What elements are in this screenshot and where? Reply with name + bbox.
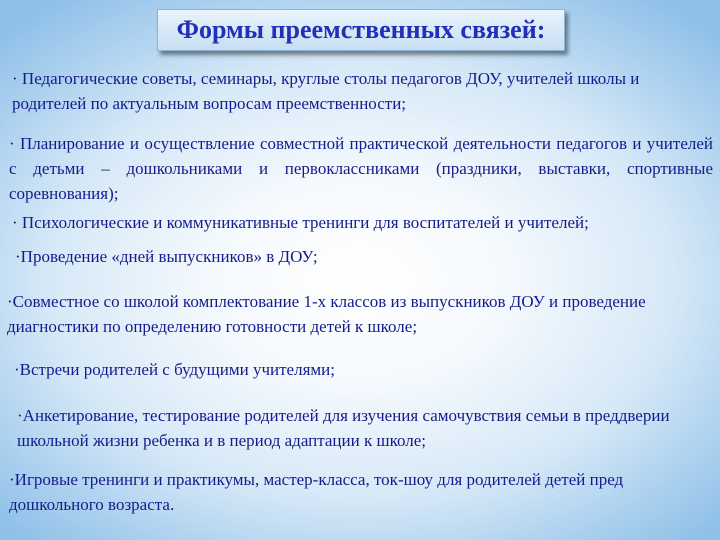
list-item-game-trainings: ·Игровые тренинги и практикумы, мастер-класса, ток-шоу для родителей детей пред дошкольного возраста. [9, 470, 624, 514]
slide-title: Формы преемственных связей: [176, 15, 546, 44]
list-item-teacher-councils: · Педагогические советы, семинары, круглые столы педагогов ДОУ, учителей школы и родителей по актуальным вопросам преемственности; [12, 69, 640, 113]
list-item-surveys: ·Анкетирование, тестирование родителей для изучения самочувствия семьи в преддверии школьной жизни ребенка и в период адаптации к школе; [17, 406, 670, 450]
list-item-class-recruitment: ·Совместное со школой комплектование 1-х классов из выпускников ДОУ и проведение диагностики по определению готовности детей к школе; [7, 292, 646, 336]
title-box [157, 9, 565, 51]
list-item-parent-meetings: ·Встречи родителей с будущими учителями; [14, 360, 335, 379]
list-item-trainings: · Психологические и коммуникативные тренинги для воспитателей и учителей; [12, 213, 589, 232]
list-item-joint-activities: · Планирование и осуществление совместной практической деятельности педагогов и учителей с детьми – дошкольниками и первоклассниками (праздники, выставки, спортивные соревнования); [9, 134, 713, 203]
list-item-graduate-days: ·Проведение «дней выпускников» в ДОУ; [15, 247, 318, 266]
